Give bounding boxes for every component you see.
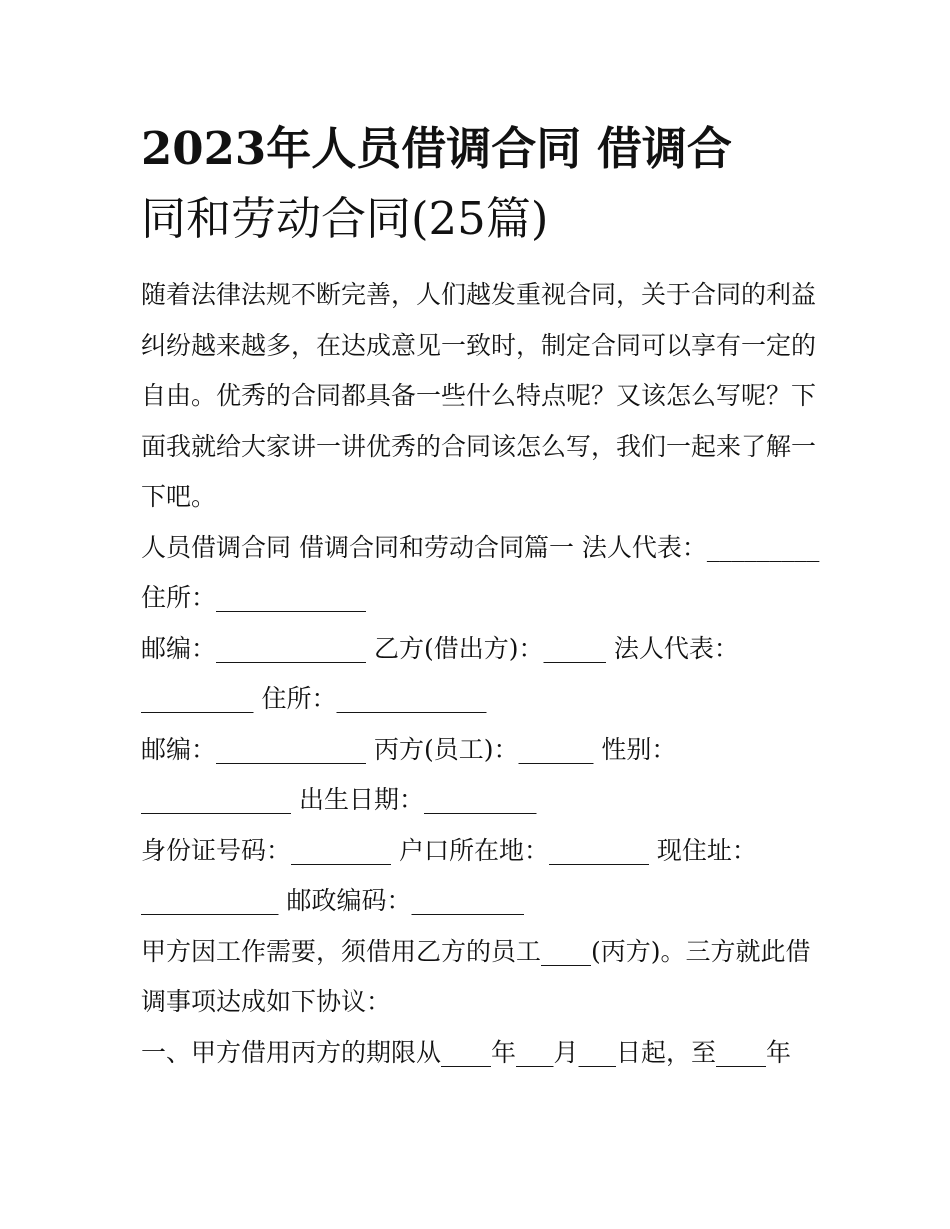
title-line-1: 2023年人员借调合同 借调合: [141, 122, 732, 175]
party-c-id-paragraph: 身份证号码：________ 户口所在地：________ 现住址：___________ 邮政编码：_________: [141, 835, 757, 915]
party-b-paragraph: 邮编：____________ 乙方(借出方)：_____ 法人代表：_________ 住所：____________: [141, 633, 739, 713]
document-title: [141, 120, 821, 248]
title-line-2: 同和劳动合同(25篇): [141, 192, 549, 245]
clause-one-paragraph: 一、甲方借用丙方的期限从____年___月___日起，至____年: [141, 1037, 792, 1067]
agreement-paragraph: 甲方因工作需要，须借用乙方的员工____(丙方)。三方就此借调事项达成如下协议：: [141, 936, 811, 1016]
document-body: [141, 270, 821, 1078]
document-page: [141, 120, 821, 1078]
intro-paragraph: 随着法律法规不断完善，人们越发重视合同，关于合同的利益纠纷越来越多，在达成意见一致时，制定合同可以享有一定的自由。优秀的合同都具备一些什么特点呢？又该怎么写呢？下面我就给大家讲一讲优秀的合同该怎么写，我们一起来了解一下吧。: [141, 280, 817, 511]
party-a-paragraph: 人员借调合同 借调合同和劳动合同篇一 法人代表：_________ 住所：____________: [141, 532, 820, 612]
party-c-paragraph: 邮编：____________ 丙方(员工)：______ 性别：____________ 出生日期：_________: [141, 734, 677, 814]
